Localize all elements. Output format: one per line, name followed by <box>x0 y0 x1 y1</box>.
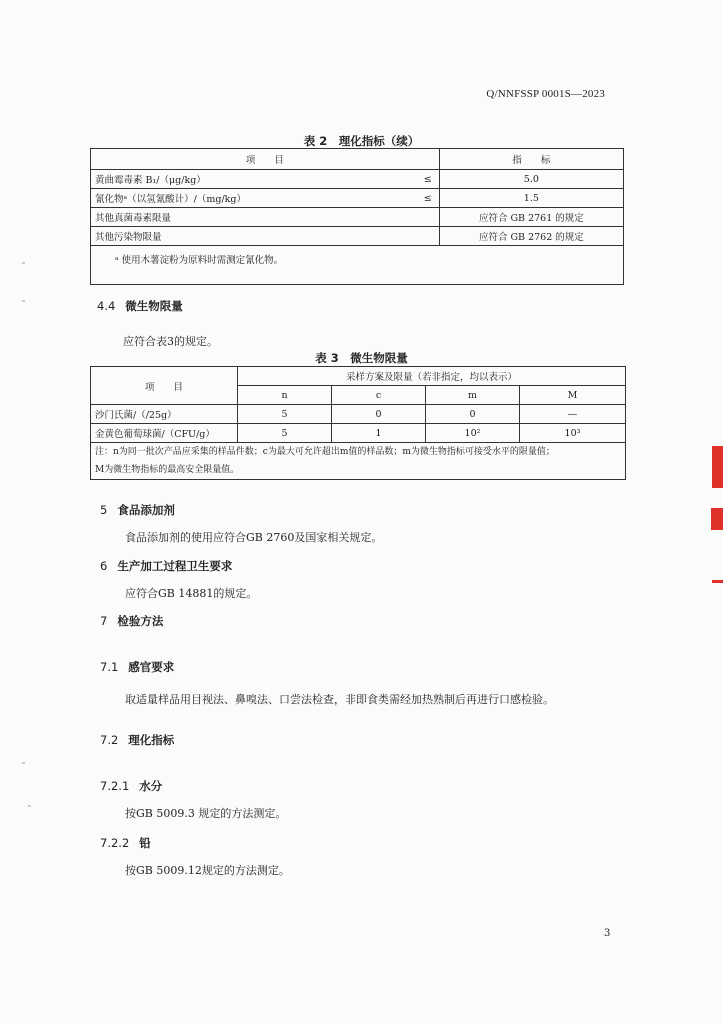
table3-cell: 5 <box>238 405 332 424</box>
section-number: 7.2 <box>100 733 119 747</box>
section-title: 感官要求 <box>128 660 175 674</box>
table2-row-value: 应符合 GB 2761 的规定 <box>439 208 623 227</box>
section-title: 水分 <box>139 779 163 793</box>
table3-cell: 10³ <box>520 424 626 443</box>
section-number: 5 <box>100 503 108 517</box>
section-heading <box>100 835 151 851</box>
section-heading <box>100 613 163 629</box>
section-number: 6 <box>100 559 108 573</box>
paragraph: 按GB 5009.12规定的方法测定。 <box>125 864 290 877</box>
table-row <box>91 405 626 424</box>
table-header-row <box>91 367 626 386</box>
table3-sub-c: c <box>332 386 426 405</box>
table-row <box>91 227 624 246</box>
section-title: 生产加工过程卫生要求 <box>117 559 233 573</box>
section-heading <box>97 298 183 314</box>
scan-speck <box>22 262 25 264</box>
table3-sub-M: M <box>520 386 626 405</box>
section-number: 7.1 <box>100 660 119 674</box>
table3-col-item: 项 目 <box>91 367 238 405</box>
table2-row-value: 应符合 GB 2762 的规定 <box>439 227 623 246</box>
page-number: 3 <box>604 928 611 939</box>
section-heading <box>100 502 175 518</box>
table-row <box>91 424 626 443</box>
table2-row-item: 其他污染物限量 <box>91 227 440 246</box>
table2-col-index: 指 标 <box>439 149 623 170</box>
section-number: 7.2.2 <box>100 836 130 850</box>
scan-speck <box>28 805 31 807</box>
section-title: 微生物限量 <box>125 299 183 313</box>
table3-sub-m: m <box>426 386 520 405</box>
paragraph: 按GB 5009.3 规定的方法测定。 <box>125 807 287 820</box>
table3 <box>90 366 626 480</box>
table2 <box>90 148 624 285</box>
table2-row-value: 1.5 <box>439 189 623 208</box>
section-heading <box>100 778 162 794</box>
section-title: 食品添加剂 <box>117 503 175 517</box>
section-number: 4.4 <box>97 299 116 313</box>
section-title: 铅 <box>139 836 151 850</box>
table3-cell: — <box>520 405 626 424</box>
scan-speck <box>22 300 25 302</box>
table3-row-item: 金黄色葡萄球菌/（CFU/g） <box>91 424 238 443</box>
table2-row-op: ≤ <box>417 189 440 208</box>
section-title: 检验方法 <box>117 614 164 628</box>
table3-cell: 5 <box>238 424 332 443</box>
section-heading <box>100 732 174 748</box>
paragraph: 应符合GB 14881的规定。 <box>125 587 258 600</box>
table3-sub-n: n <box>238 386 332 405</box>
section-number: 7 <box>100 614 108 628</box>
table-note-row <box>91 443 626 480</box>
table-footnote-row <box>91 246 624 285</box>
paragraph: 食品添加剂的使用应符合GB 2760及国家相关规定。 <box>125 531 383 544</box>
table2-row-item: 其他真菌毒素限量 <box>91 208 440 227</box>
document-code: Q/NNFSSP 0001S—2023 <box>486 88 605 100</box>
paragraph: 应符合表3的规定。 <box>123 335 218 348</box>
table3-plan-header: 采样方案及限量（若非指定，均以表示） <box>238 367 626 386</box>
table2-col-item: 项 目 <box>91 149 440 170</box>
table3-cell: 0 <box>332 405 426 424</box>
table2-footnote: ᵃ 使用木薯淀粉为原料时需测定氰化物。 <box>91 246 624 285</box>
table-header-row <box>91 149 624 170</box>
seal-stamp-edge <box>712 580 723 583</box>
section-heading <box>100 558 232 574</box>
section-title: 理化指标 <box>128 733 175 747</box>
table-row <box>91 189 624 208</box>
table3-cell: 0 <box>426 405 520 424</box>
table2-row-item: 黄曲霉毒素 B₁/（μg/kg） <box>91 170 417 189</box>
table-row <box>91 170 624 189</box>
table3-note <box>91 443 626 480</box>
table2-row-op: ≤ <box>417 170 440 189</box>
scan-speck <box>22 762 25 764</box>
seal-stamp-edge <box>712 446 723 488</box>
table3-note-line: M为微生物指标的最高安全限量值。 <box>95 465 240 475</box>
seal-stamp-edge <box>711 508 723 530</box>
table2-row-value: 5.0 <box>439 170 623 189</box>
table-row <box>91 208 624 227</box>
table3-note-line: 注：n为同一批次产品应采集的样品件数；c为最大可允许超出m值的样品数；m为微生物指标可接受水平的限量值； <box>95 447 555 457</box>
section-number: 7.2.1 <box>100 779 130 793</box>
paragraph: 取适量样品用目视法、鼻嗅法、口尝法检查，非即食类需经加热熟制后再进行口感检验。 <box>125 693 554 706</box>
table3-cell: 10² <box>426 424 520 443</box>
table3-row-item: 沙门氏菌/（/25g） <box>91 405 238 424</box>
table2-row-item: 氰化物ᵃ（以氢氰酸计）/（mg/kg） <box>91 189 417 208</box>
section-heading <box>100 659 174 675</box>
table3-cell: 1 <box>332 424 426 443</box>
table3-caption: 表 3 微生物限量 <box>315 351 408 365</box>
table2-caption: 表 2 理化指标（续） <box>303 134 420 148</box>
